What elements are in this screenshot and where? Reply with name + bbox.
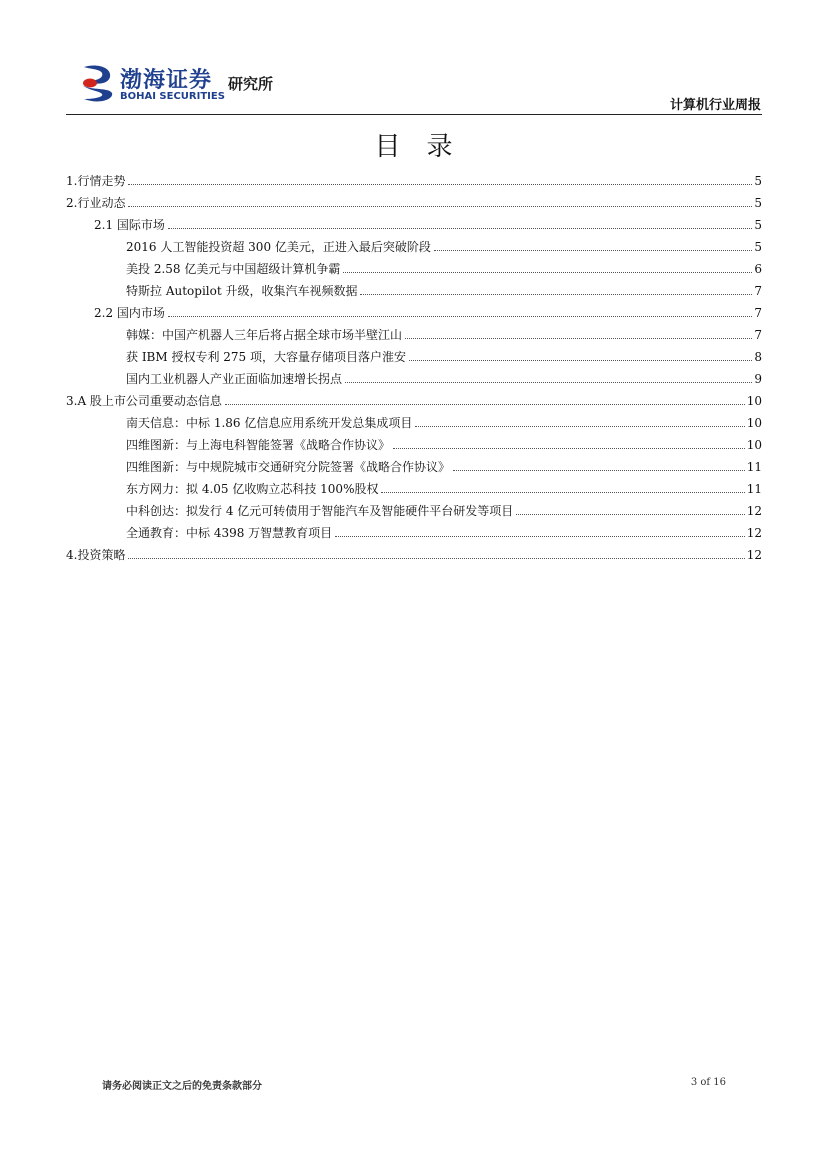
toc-entry-label[interactable]: 2016 人工智能投资超 300 亿美元，正进入最后突破阶段: [126, 240, 431, 254]
toc-entry-label[interactable]: 2.行业动态: [66, 196, 126, 210]
header-divider: [66, 114, 762, 115]
toc-dot-leader: [128, 206, 752, 207]
toc-entry-page[interactable]: 7: [754, 284, 762, 298]
footer-page-number: 3 of 16: [690, 1077, 726, 1088]
toc-entry-page[interactable]: 7: [754, 306, 762, 320]
toc-entry-page[interactable]: 5: [754, 196, 762, 210]
toc-dot-leader: [393, 448, 745, 449]
toc-dot-leader: [225, 404, 745, 405]
toc-entry-label[interactable]: 南天信息：中标 1.86 亿信息应用系统开发总集成项目: [126, 416, 413, 430]
toc-entry[interactable]: [66, 408, 762, 430]
toc-entry[interactable]: [66, 320, 762, 342]
toc-entry[interactable]: [66, 342, 762, 364]
toc-entry-page[interactable]: 7: [754, 328, 762, 342]
logo-english-name: BOHAI SECURITIES: [120, 91, 225, 102]
report-type: 计算机行业周报: [669, 98, 761, 113]
toc-dot-leader: [434, 250, 752, 251]
toc-entry-page[interactable]: 10: [746, 394, 762, 408]
toc-entry[interactable]: [66, 276, 762, 298]
toc-dot-leader: [345, 382, 752, 383]
toc-entry[interactable]: [66, 364, 762, 386]
toc-entry[interactable]: [66, 518, 762, 540]
toc-entry-page[interactable]: 12: [746, 548, 762, 562]
toc-entry-label[interactable]: 韩媒：中国产机器人三年后将占据全球市场半壁江山: [126, 328, 403, 342]
toc-dot-leader: [128, 184, 752, 185]
company-logo: [78, 63, 290, 105]
toc-entry[interactable]: [66, 298, 762, 320]
toc-entry-page[interactable]: 11: [746, 460, 762, 474]
toc-entry-label[interactable]: 特斯拉 Autopilot 升级，收集汽车视频数据: [126, 284, 358, 298]
bohai-logo-icon: [78, 63, 116, 103]
toc-entry[interactable]: [66, 452, 762, 474]
toc-dot-leader: [335, 536, 745, 537]
toc-dot-leader: [343, 272, 752, 273]
toc-dot-leader: [168, 228, 752, 229]
toc-entry-label[interactable]: 美投 2.58 亿美元与中国超级计算机争霸: [126, 262, 341, 276]
footer-disclaimer: 请务必阅读正文之后的免责条款部分: [102, 1081, 262, 1092]
toc-dot-leader: [415, 426, 744, 427]
table-of-contents: [66, 166, 762, 562]
toc-entry-label[interactable]: 4.投资策略: [66, 548, 126, 562]
toc-dot-leader: [168, 316, 752, 317]
toc-entry-page[interactable]: 5: [754, 218, 762, 232]
toc-entry-label[interactable]: 中科创达：拟发行 4 亿元可转债用于智能汽车及智能硬件平台研发等项目: [126, 504, 514, 518]
toc-entry-label[interactable]: 1.行情走势: [66, 174, 126, 188]
toc-dot-leader: [516, 514, 744, 515]
toc-entry-label[interactable]: 四维图新：与中规院城市交通研究分院签署《战略合作协议》: [126, 460, 451, 474]
toc-entry[interactable]: [66, 166, 762, 188]
toc-entry-label[interactable]: 3.A 股上市公司重要动态信息: [66, 394, 222, 408]
toc-title: 目录: [374, 132, 479, 162]
page-header: [0, 0, 827, 120]
toc-entry-label[interactable]: 获 IBM 授权专利 275 项，大容量存储项目落户淮安: [126, 350, 407, 364]
toc-dot-leader: [453, 470, 745, 471]
toc-entry-page[interactable]: 11: [746, 482, 762, 496]
toc-entry-page[interactable]: 12: [746, 526, 762, 540]
toc-entry-label[interactable]: 2.2 国内市场: [94, 306, 165, 320]
toc-entry-label[interactable]: 四维图新：与上海电科智能签署《战略合作协议》: [126, 438, 391, 452]
toc-entry[interactable]: [66, 232, 762, 254]
toc-entry[interactable]: [66, 210, 762, 232]
toc-entry[interactable]: [66, 430, 762, 452]
toc-entry-page[interactable]: 5: [754, 240, 762, 254]
toc-entry-label[interactable]: 东方网力：拟 4.05 亿收购立芯科技 100%股权: [126, 482, 379, 496]
toc-entry[interactable]: [66, 540, 762, 562]
toc-entry[interactable]: [66, 386, 762, 408]
toc-dot-leader: [128, 558, 744, 559]
toc-entry-label[interactable]: 全通教育：中标 4398 万智慧教育项目: [126, 526, 333, 540]
toc-dot-leader: [381, 492, 744, 493]
toc-dot-leader: [360, 294, 752, 295]
toc-entry[interactable]: [66, 188, 762, 210]
logo-chinese-name: 渤海证券: [120, 68, 213, 93]
toc-entry-page[interactable]: 8: [754, 350, 762, 364]
toc-entry[interactable]: [66, 474, 762, 496]
toc-entry[interactable]: [66, 254, 762, 276]
toc-entry-page[interactable]: 5: [754, 174, 762, 188]
institute-name: 研究所: [228, 75, 274, 93]
toc-entry-label[interactable]: 国内工业机器人产业正面临加速增长拐点: [126, 372, 343, 386]
toc-entry-page[interactable]: 6: [754, 262, 762, 276]
toc-entry-label[interactable]: 2.1 国际市场: [94, 218, 165, 232]
toc-dot-leader: [405, 338, 752, 339]
toc-entry-page[interactable]: 9: [754, 372, 762, 386]
toc-entry-page[interactable]: 12: [746, 504, 762, 518]
toc-entry-page[interactable]: 10: [746, 438, 762, 452]
toc-entry[interactable]: [66, 496, 762, 518]
toc-dot-leader: [409, 360, 752, 361]
toc-entry-page[interactable]: 10: [746, 416, 762, 430]
